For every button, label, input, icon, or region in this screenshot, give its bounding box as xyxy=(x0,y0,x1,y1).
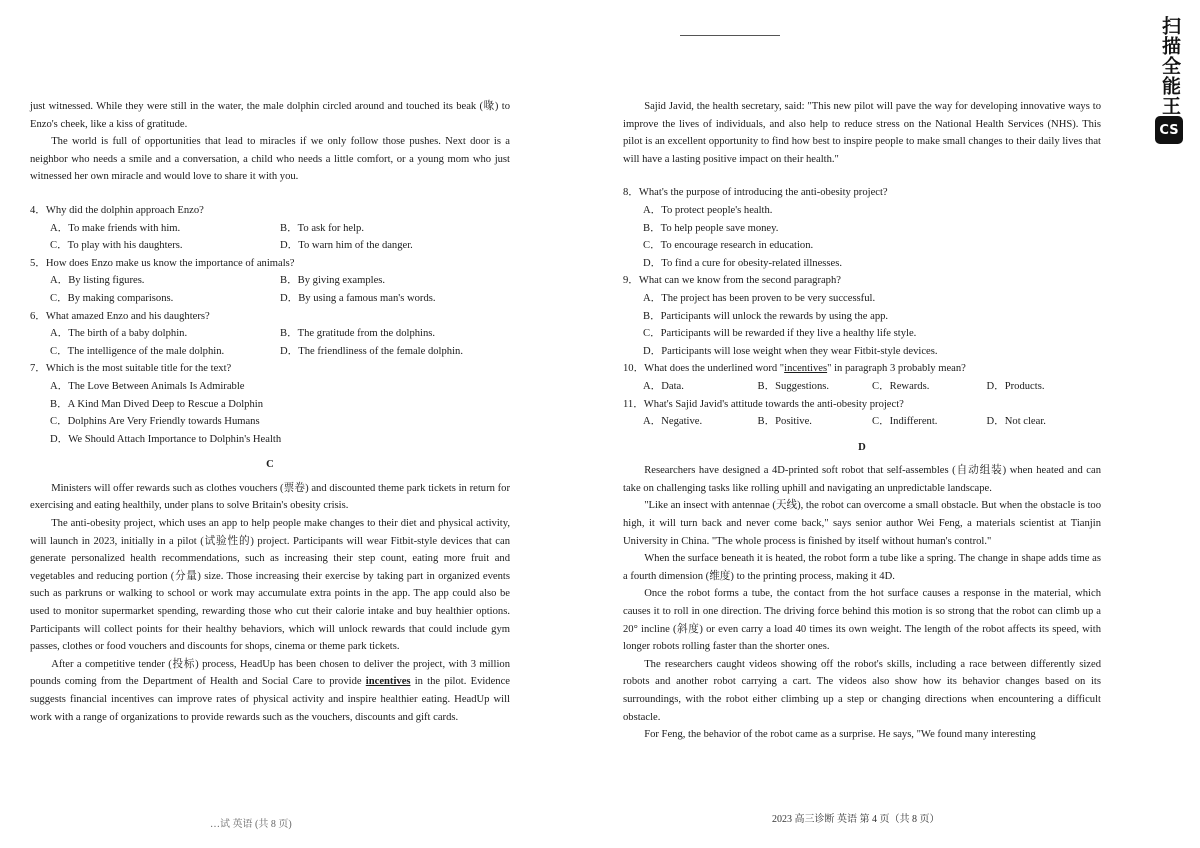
spacer xyxy=(30,186,510,202)
option-d: D．The friendliness of the female dolphin. xyxy=(280,345,463,357)
question-10 xyxy=(623,360,1101,378)
option-d: D．Participants will lose weight when they wear Fitbit-style devices. xyxy=(643,345,938,357)
option-a: A．By listing figures. xyxy=(50,275,145,287)
section-c-heading: C xyxy=(266,459,274,471)
underlined-word: incentives xyxy=(784,363,828,375)
passage-c-paragraph-1: Ministers will offer rewards such as clothes vouchers (票卷) and discounted theme park tickets in return for exercising and eating healthily, under plans to solve Britain's obesity crisis. xyxy=(30,482,510,512)
option-d: D．Products. xyxy=(986,380,1045,392)
option-b: B．Positive. xyxy=(757,416,812,428)
passage-d-paragraph-3: When the surface beneath it is heated, the robot form a tube like a spring. The change in shape adds time as a fourth dimension (维度) to the printing process, making it 4D. xyxy=(623,553,1101,582)
option-b: B．To ask for help. xyxy=(280,222,364,234)
text-segment: 10．What does the underlined word " xyxy=(623,363,785,375)
left-column xyxy=(30,98,510,726)
option-b: B．By giving examples. xyxy=(280,275,386,287)
question-9: 9．What can we know from the second paragraph? xyxy=(623,275,841,287)
option-a: A．The birth of a baby dolphin. xyxy=(50,328,188,340)
option-c: C．To play with his daughters. xyxy=(50,240,183,252)
option-c: C．By making comparisons. xyxy=(50,292,174,304)
option-c: C．Participants will be rewarded if they live a healthy life style. xyxy=(643,328,917,340)
passage-d-paragraph-2: "Like an insect with antennae (天线), the robot can overcome a small obstacle. But when the obstacle is too high, it will turn back and never come back," says senior author Wei Feng, a materials scientist at Tianjin University in China. "The whole process is finished by itself without human's control." xyxy=(623,500,1101,547)
passage-d-paragraph-5: The researchers caught videos showing off the robot's skills, including a race between differently sized robots and another robot carrying a cart. The videos also show how its behavior changes based on its surroundings, with the robot either climbing up a step or changing directions when encountering a difficult obstacle. xyxy=(623,658,1101,723)
option-c: C．Indifferent. xyxy=(872,416,938,428)
option-b: B．A Kind Man Dived Deep to Rescue a Dolphin xyxy=(50,398,264,410)
right-column xyxy=(623,98,1101,744)
option-a: A．Negative. xyxy=(643,416,703,428)
option-d: D．By using a famous man's words. xyxy=(280,292,436,304)
passage-c-paragraph-2: The anti-obesity project, which uses an app to help people make changes to their diet and physical activity, will launch in 2023, initially in a pilot (试验性的) project. Participants will wear Fitbit-style devices that can generate personalized health recommendations, such as increasing their step count, eating more fruit and vegetables and reducing portion (分量) size. Those increasing their exercise by taking part in organized events such as parkruns or walking to school or work may accumulate extra points in the app. The app could also be used to monitor supermarket spending, rewarding those who cut their calorie intake and buy healthier options. Participants will collect points for their healthy behaviors, which will unlock rewards that could include gym passes, clothes or food vouchers and discounts for shops, cinema or theme park tickets. xyxy=(30,518,510,653)
question-5: 5．How does Enzo make us know the importance of animals? xyxy=(30,257,295,269)
underlined-word: incentives xyxy=(365,676,411,688)
passage-d-paragraph-1: Researchers have designed a 4D-printed soft robot that self-assembles (自动组装) when heated and can take on challenging tasks like rolling uphill and navigating an unpredictable landscape. xyxy=(623,465,1101,494)
option-a: A．To make friends with him. xyxy=(50,222,181,234)
option-b: B．Participants will unlock the rewards by using the app. xyxy=(643,310,889,322)
passage-b-final-paragraph: The world is full of opportunities that lead to miracles if we only follow those pushes. Next door is a neighbor who needs a smile and a conversation, a child who needs a little comfort, or a young mom who just witnessed her own miracle and would love to share it with you. xyxy=(30,136,510,183)
question-5-options xyxy=(30,272,510,307)
question-4-options xyxy=(30,220,510,255)
camscanner-watermark xyxy=(1155,16,1185,146)
text-segment: in the pilot. Evidence suggests financial incentives can improve rates of physical activity and inspire healthier eating. HeadUp will work with a range of organizations to provide rewards such as the vouchers, discounts and gift cards. xyxy=(30,676,511,723)
option-d: D．To warn him of the danger. xyxy=(280,240,413,252)
passage-c-paragraph-4: Sajid Javid, the health secretary, said: "This new pilot will pave the way for developing innovative ways to improve the lives of individuals, and also help to reduce stress on the National Health Services (NHS). This pilot is an excellent opportunity to find how best to inspire people to make small changes to their daily lives that will have a lasting positive impact on their health." xyxy=(623,101,1101,165)
section-d-heading: D xyxy=(858,441,866,453)
text-segment: " in paragraph 3 probably mean? xyxy=(827,363,966,375)
question-6-options xyxy=(30,325,510,360)
option-b: B．The gratitude from the dolphins. xyxy=(280,328,436,340)
option-b: B．Suggestions. xyxy=(757,380,830,392)
question-4: 4．Why did the dolphin approach Enzo? xyxy=(30,204,204,216)
question-8: 8．What's the purpose of introducing the anti-obesity project? xyxy=(623,187,888,199)
option-c: C．Rewards. xyxy=(872,380,930,392)
passage-c-paragraph-3 xyxy=(30,656,510,726)
option-a: A．Data. xyxy=(643,380,684,392)
option-a: A．The project has been proven to be very successful. xyxy=(643,292,876,304)
text-segment: After a competitive tender (投标) process, HeadUp has been chosen to deliver the project, with 3 million pounds coming from the Department of Health and Social Care to provide xyxy=(30,658,510,688)
cs-logo-icon: CS xyxy=(1155,116,1183,144)
option-d: D．Not clear. xyxy=(986,416,1046,428)
watermark-text: 扫描全能王 xyxy=(1159,16,1181,116)
question-7: 7．Which is the most suitable title for the text? xyxy=(30,363,232,375)
option-a: A．To protect people's health. xyxy=(643,204,773,216)
option-c: C．To encourage research in education. xyxy=(643,240,814,252)
question-11: 11．What's Sajid Javid's attitude towards the anti-obesity project? xyxy=(623,398,904,410)
question-11-options xyxy=(623,413,1101,431)
top-rule xyxy=(680,35,780,36)
passage-d-paragraph-4: Once the robot forms a tube, the contact from the hot surface causes a response in the material, which causes it to roll in one direction. The driving force behind this motion is so strong that the robot can climb up a 20° incline (斜度) or even carry a load 40 times its own weight. The length of the robot affects its speed, with longer robots rolling faster than the shorter ones. xyxy=(623,588,1101,653)
option-d: D．To find a cure for obesity-related illnesses. xyxy=(643,257,843,269)
option-d: D．We Should Attach Importance to Dolphin's Health xyxy=(50,433,282,445)
passage-d-paragraph-6: For Feng, the behavior of the robot came as a surprise. He says, "We found many interesting xyxy=(644,729,1036,741)
option-c: C．Dolphins Are Very Friendly towards Humans xyxy=(50,416,260,428)
spacer xyxy=(623,168,1101,184)
option-b: B．To help people save money. xyxy=(643,222,779,234)
question-6: 6．What amazed Enzo and his daughters? xyxy=(30,310,210,322)
option-c: C．The intelligence of the male dolphin. xyxy=(50,345,225,357)
passage-b-ending-paragraph: just witnessed. While they were still in the water, the male dolphin circled around and touched its beak (喙) to Enzo's cheek, like a kiss of gratitude. xyxy=(30,101,510,130)
option-a: A．The Love Between Animals Is Admirable xyxy=(50,380,245,392)
page-footer: 2023 高三诊断 英语 第 4 页（共 8 页） xyxy=(772,814,940,825)
left-footer: …试 英语 (共 8 页) xyxy=(210,819,292,830)
question-10-options xyxy=(623,378,1101,396)
